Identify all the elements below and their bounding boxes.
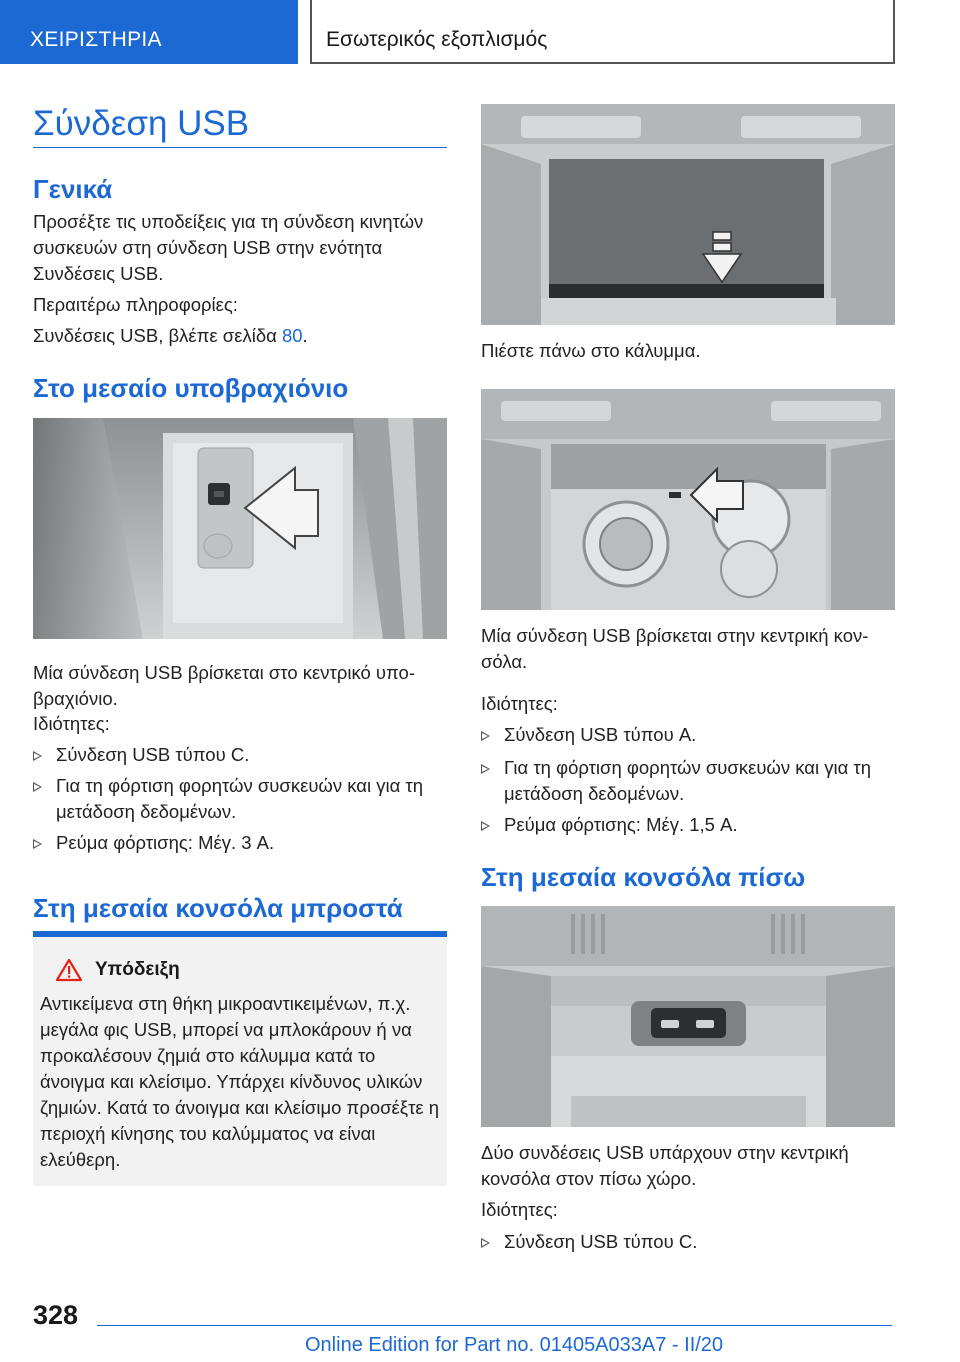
chapter-title: ΧΕΙΡΙΣΤΗΡΙΑ [30, 28, 162, 51]
note-title: Υπόδειξη [95, 959, 180, 980]
bullet-text: Σύνδεση USB τύπου C. [504, 1231, 698, 1252]
armrest-heading: Στο μεσαίο υποβραχιόνιο [33, 373, 349, 403]
front-props-label: Ιδιότητες: [481, 693, 558, 714]
front-bullet-3 [481, 812, 895, 838]
general-para2: Περαιτέρω πληροφορίες: [33, 294, 238, 315]
header-divider [310, 0, 312, 64]
note-bar [33, 931, 447, 937]
rear-bullet-1 [481, 1229, 895, 1255]
armrest-bullet-2 [33, 773, 447, 825]
rear-console-illustration [481, 906, 895, 1127]
bullet-arrow-icon [33, 839, 42, 849]
bullet-arrow-icon [481, 731, 490, 741]
edition-text: Online Edition for Part no. 01405A033A7 - II/20 [305, 1334, 724, 1356]
bullet-text: Ρεύμα φόρτισης: Μέγ. 1,5 A. [504, 814, 738, 835]
rear-props-label: Ιδιότητες: [481, 1199, 558, 1220]
bullet-arrow-icon [481, 1238, 490, 1248]
bullet-text: Σύνδεση USB τύπου C. [56, 744, 250, 765]
cover-caption: Πιέστε πάνω στο κάλυμμα. [481, 340, 701, 361]
armrest-bullet-3 [33, 830, 447, 856]
rear-console-heading: Στη μεσαία κονσόλα πίσω [481, 862, 806, 892]
section-title: Εσωτερικός εξοπλισμός [326, 28, 548, 51]
bullet-text: Για τη φόρτιση φορητών συσκευών και για τη μετάδοση δεδομένων. [504, 757, 872, 804]
front-bullet-2 [481, 755, 895, 807]
rear-console-photo [481, 906, 895, 1127]
footer-rule [97, 1325, 892, 1326]
header-underline [310, 62, 895, 64]
general-heading: Γενικά [33, 174, 113, 204]
note-box [33, 931, 447, 1186]
cover-illustration [481, 104, 895, 325]
armrest-props-label: Ιδιότητες: [33, 713, 110, 734]
bullet-arrow-icon [481, 764, 490, 774]
page-title: Σύνδεση USB [33, 104, 250, 143]
bullet-arrow-icon [481, 821, 490, 831]
chapter-tab[interactable] [0, 0, 298, 64]
page-number: 328 [33, 1300, 79, 1330]
general-para3-prefix: Συνδέσεις USB, βλέπε σελίδα [33, 325, 282, 346]
bullet-text: Σύνδεση USB τύπου A. [504, 724, 697, 745]
console-usb-illustration [481, 389, 895, 610]
console-usb-photo [481, 389, 895, 610]
general-para3 [33, 323, 447, 349]
header-divider-right [893, 0, 895, 64]
armrest-illustration [33, 418, 447, 639]
bullet-arrow-icon [33, 782, 42, 792]
general-para3-suffix: . [302, 325, 308, 346]
bullet-text: Για τη φόρτιση φορητών συσκευών και για τη μετάδοση δεδομένων. [56, 775, 424, 822]
bullet-arrow-icon [33, 751, 42, 761]
front-console-heading: Στη μεσαία κονσόλα μπροστά [33, 893, 403, 923]
page-link[interactable]: 80 [281, 325, 303, 346]
armrest-bullet-1 [33, 742, 447, 768]
warning-icon [55, 958, 83, 982]
bullet-text: Ρεύμα φόρτισης: Μέγ. 3 A. [56, 832, 275, 853]
note-text: Αντικείμενα στη θήκη μικροαντικειμένων, π.χ. μεγάλα φις USB, μπορεί να μπλοκάρουν ή να προκαλέσουν ζημιά στο κάλυμμα κατά το άνοιγμα και κλείσιμο. Υπάρχει κίνδυνος υλικών ζημιών. Κατά το άνοιγμα και κλείσιμο προσέξτε η περιοχή κίνησης του καλύμματος να είναι ελεύθερη. [40, 993, 440, 1170]
console-usb-caption: Μία σύνδεση USB βρίσκεται στην κεντρική κονσόλα. [481, 625, 869, 672]
armrest-photo [33, 418, 447, 639]
armrest-caption: Μία σύνδεση USB βρίσκεται στο κεντρικό υποβραχιόνιο. [33, 662, 416, 709]
general-para1: Προσέξτε τις υποδείξεις για τη σύνδεση κινητών συσκευών στη σύνδεση USB στην ενότητα Συνδέσεις USB. [33, 211, 424, 284]
cover-photo [481, 104, 895, 325]
front-bullet-1 [481, 722, 895, 748]
title-rule [33, 147, 447, 148]
rear-console-caption: Δύο συνδέσεις USB υπάρχουν στην κεντρική κονσόλα στον πίσω χώρο. [481, 1142, 849, 1189]
